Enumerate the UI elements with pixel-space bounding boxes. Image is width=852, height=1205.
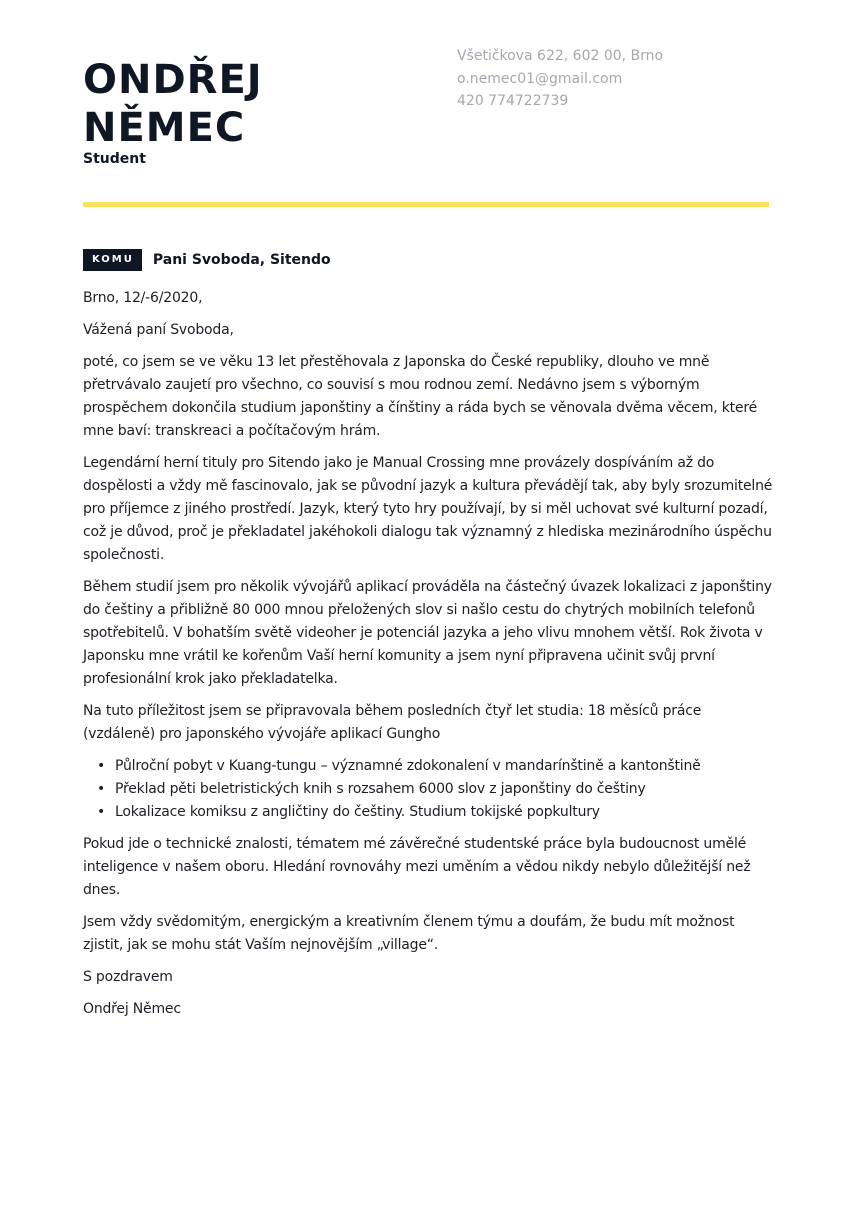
recipient (83, 249, 331, 271)
phone: 420 774722739 (457, 93, 569, 109)
contact-block (457, 45, 663, 113)
paragraph: Během studií jsem pro několik vývojářů aplikací prováděla na částečný úvazek lokalizaci z japonštiny do češtiny a přibližně 80 000 mnou přeložených slov si našlo cestu do chytrých mobilních telefonů spotřebitelů. V bohatším světě videoher je potenciál jazyka a jeho vlivu mnohem větší. Rok života v Japonsku mne vrátil ke kořenům Vaší herní komunity a jsem nyní připravena učinit svůj první profesionální krok jako překladatelka. (83, 579, 772, 687)
bullet-icon: • (97, 781, 106, 797)
paragraph: poté, co jsem se ve věku 13 let přestěhovala z Japonska do České republiky, dlouho ve mně přetrvávalo zaujetí pro všechno, co souvisí s mou rodnou zemí. Nedávno jsem s výborným prospěchem dokončila studium japonštiny a čínštiny a ráda bych se věnovala dvěma věcem, které mne baví: transkreaci a počítačovým hrám. (83, 354, 758, 439)
recipient-tag: KOMU (83, 249, 142, 271)
list-item-text: Překlad pěti beletristických knih s rozsahem 6000 slov z japonštiny do češtiny (115, 781, 646, 797)
address: Všetičkova 622, 602 00, Brno (457, 48, 664, 64)
letter-salutation: Vážená paní Svoboda, (83, 322, 234, 338)
last-name: NĚMEC (83, 105, 246, 151)
letter-body (83, 287, 773, 1030)
letter-date: Brno, 12/-6/2020, (83, 290, 203, 306)
header-divider (83, 202, 769, 207)
paragraph: Jsem vždy svědomitým, energickým a kreativním členem týmu a doufám, že budu mít možnost zjistit, jak se mohu stát Vaším nejnovějším „village“. (83, 914, 735, 953)
first-name: ONDŘEJ (83, 57, 263, 103)
paragraph: Na tuto příležitost jsem se připravovala během posledních čtyř let studia: 18 měsíců práce (vzdáleně) pro japonského vývojáře aplikací Gungho (83, 703, 702, 742)
list-item-text: Lokalizace komiksu z angličtiny do češtiny. Studium tokijské popkultury (115, 804, 600, 820)
achievements-list (83, 755, 773, 824)
email: o.nemec01@gmail.com (457, 70, 623, 87)
list-item (83, 801, 773, 824)
applicant-name (83, 56, 263, 152)
paragraph: Legendární herní tituly pro Sitendo jako je Manual Crossing mne provázely dospíváním až do dospělosti a vždy mě fascinovalo, jak se původní jazyk a kultura převádějí tak, aby byly srozumitelné pro příjemce z jiného prostředí. Jazyk, který tyto hry používají, by si měl uchovat své kulturní pozadí, což je důvod, proč je překladatel jakéhokoli dialogu tak významný z hlediska mezinárodního úspěchu společnosti. (83, 455, 773, 563)
recipient-name: Pani Svoboda, Sitendo (152, 252, 331, 268)
signature: Ondřej Němec (83, 1001, 181, 1017)
list-item-text: Půlroční pobyt v Kuang-tungu – významné zdokonalení v mandarínštině a kantonštině (115, 758, 701, 774)
sign-off: S pozdravem (83, 969, 173, 985)
applicant-role: Student (83, 151, 146, 167)
paragraph: Pokud jde o technické znalosti, tématem mé závěrečné studentské práce byla budoucnost umělé inteligence v našem oboru. Hledání rovnováhy mezi uměním a vědou nikdy nebylo důležitější než dnes. (83, 836, 751, 898)
list-item (83, 778, 773, 801)
bullet-icon: • (97, 758, 106, 774)
list-item (83, 755, 773, 778)
bullet-icon: • (97, 804, 106, 820)
